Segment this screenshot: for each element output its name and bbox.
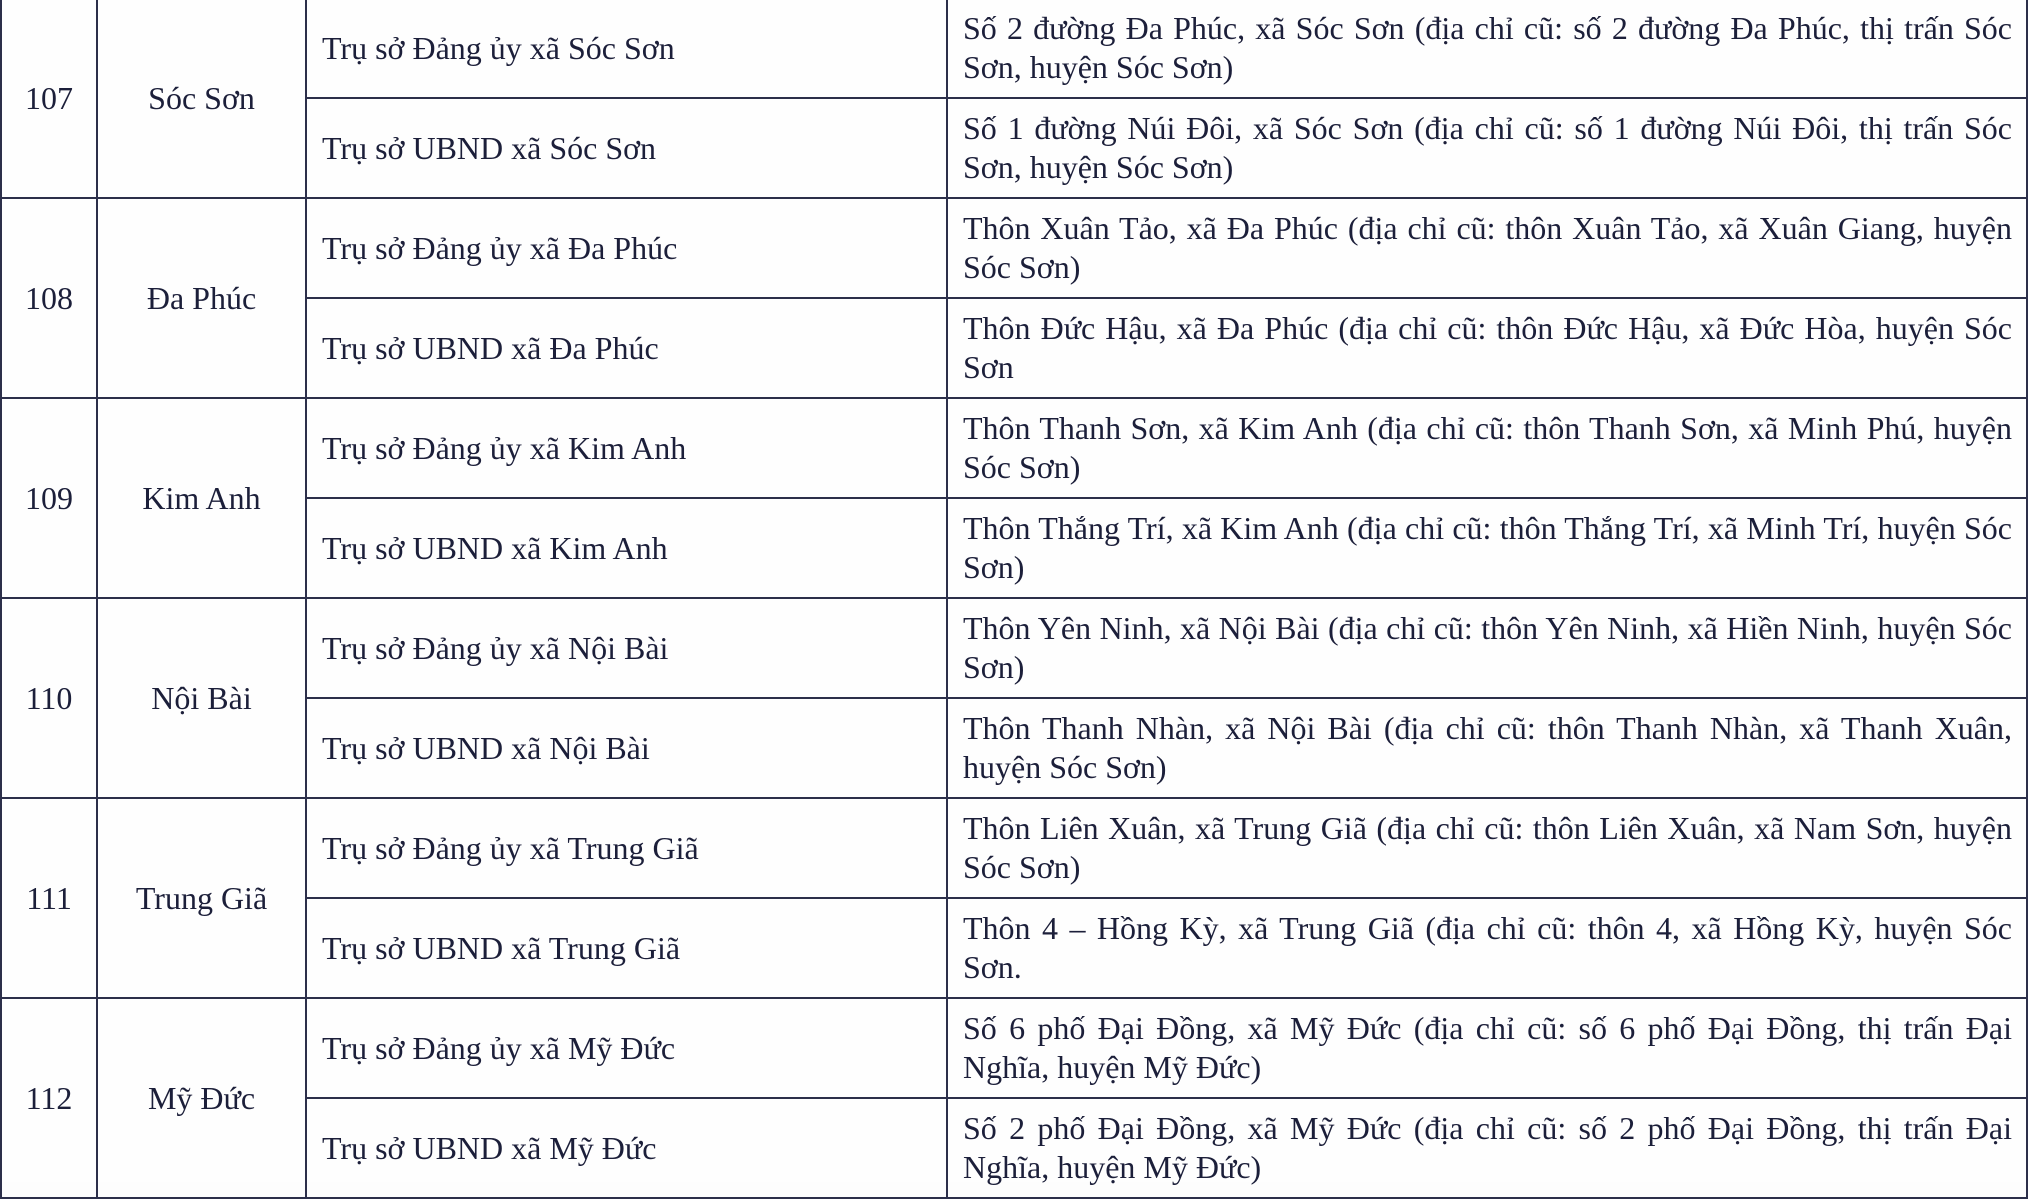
- table-row: [1, 198, 2027, 298]
- commune-name: Kim Anh: [97, 398, 306, 598]
- office-name: Trụ sở UBND xã Nội Bài: [306, 698, 947, 798]
- office-address: Số 2 đường Đa Phúc, xã Sóc Sơn (địa chỉ cũ: số 2 đường Đa Phúc, thị trấn Sóc Sơn, huyện Sóc Sơn): [947, 0, 2027, 98]
- office-address: Thôn Liên Xuân, xã Trung Giã (địa chỉ cũ: thôn Liên Xuân, xã Nam Sơn, huyện Sóc Sơn): [947, 798, 2027, 898]
- office-name: Trụ sở UBND xã Đa Phúc: [306, 298, 947, 398]
- office-address: Thôn Thắng Trí, xã Kim Anh (địa chỉ cũ: thôn Thắng Trí, xã Minh Trí, huyện Sóc Sơn): [947, 498, 2027, 598]
- office-name: Trụ sở UBND xã Trung Giã: [306, 898, 947, 998]
- office-address: Thôn Yên Ninh, xã Nội Bài (địa chỉ cũ: thôn Yên Ninh, xã Hiền Ninh, huyện Sóc Sơn): [947, 598, 2027, 698]
- office-address: Thôn Thanh Nhàn, xã Nội Bài (địa chỉ cũ: thôn Thanh Nhàn, xã Thanh Xuân, huyện Sóc Sơn): [947, 698, 2027, 798]
- commune-name: Nội Bài: [97, 598, 306, 798]
- table-row: [1, 398, 2027, 498]
- office-address: Thôn Xuân Tảo, xã Đa Phúc (địa chỉ cũ: thôn Xuân Tảo, xã Xuân Giang, huyện Sóc Sơn): [947, 198, 2027, 298]
- row-number: 111: [1, 798, 97, 998]
- table-row: [1, 998, 2027, 1098]
- office-name: Trụ sở Đảng ủy xã Sóc Sơn: [306, 0, 947, 98]
- commune-name: Trung Giã: [97, 798, 306, 998]
- commune-name: Mỹ Đức: [97, 998, 306, 1198]
- table-row: [1, 598, 2027, 698]
- office-address: Số 6 phố Đại Đồng, xã Mỹ Đức (địa chỉ cũ: số 6 phố Đại Đồng, thị trấn Đại Nghĩa, huyện Mỹ Đức): [947, 998, 2027, 1098]
- row-number: 110: [1, 598, 97, 798]
- office-name: Trụ sở UBND xã Mỹ Đức: [306, 1098, 947, 1198]
- office-name: Trụ sở Đảng ủy xã Trung Giã: [306, 798, 947, 898]
- table-row: [1, 0, 2027, 98]
- office-address: Thôn Thanh Sơn, xã Kim Anh (địa chỉ cũ: thôn Thanh Sơn, xã Minh Phú, huyện Sóc Sơn): [947, 398, 2027, 498]
- office-name: Trụ sở Đảng ủy xã Mỹ Đức: [306, 998, 947, 1098]
- row-number: 112: [1, 998, 97, 1198]
- row-number: 108: [1, 198, 97, 398]
- office-name: Trụ sở UBND xã Kim Anh: [306, 498, 947, 598]
- row-number: 109: [1, 398, 97, 598]
- office-address: Thôn Đức Hậu, xã Đa Phúc (địa chỉ cũ: thôn Đức Hậu, xã Đức Hòa, huyện Sóc Sơn: [947, 298, 2027, 398]
- office-address: Thôn 4 – Hồng Kỳ, xã Trung Giã (địa chỉ cũ: thôn 4, xã Hồng Kỳ, huyện Sóc Sơn.: [947, 898, 2027, 998]
- office-address: Số 2 phố Đại Đồng, xã Mỹ Đức (địa chỉ cũ: số 2 phố Đại Đồng, thị trấn Đại Nghĩa, huyện Mỹ Đức): [947, 1098, 2027, 1198]
- office-name: Trụ sở Đảng ủy xã Nội Bài: [306, 598, 947, 698]
- commune-name: Sóc Sơn: [97, 0, 306, 198]
- office-name: Trụ sở UBND xã Sóc Sơn: [306, 98, 947, 198]
- office-address: Số 1 đường Núi Đôi, xã Sóc Sơn (địa chỉ cũ: số 1 đường Núi Đôi, thị trấn Sóc Sơn, huyện Sóc Sơn): [947, 98, 2027, 198]
- commune-name: Đa Phúc: [97, 198, 306, 398]
- row-number: 107: [1, 0, 97, 198]
- table-row: [1, 798, 2027, 898]
- office-name: Trụ sở Đảng ủy xã Kim Anh: [306, 398, 947, 498]
- office-name: Trụ sở Đảng ủy xã Đa Phúc: [306, 198, 947, 298]
